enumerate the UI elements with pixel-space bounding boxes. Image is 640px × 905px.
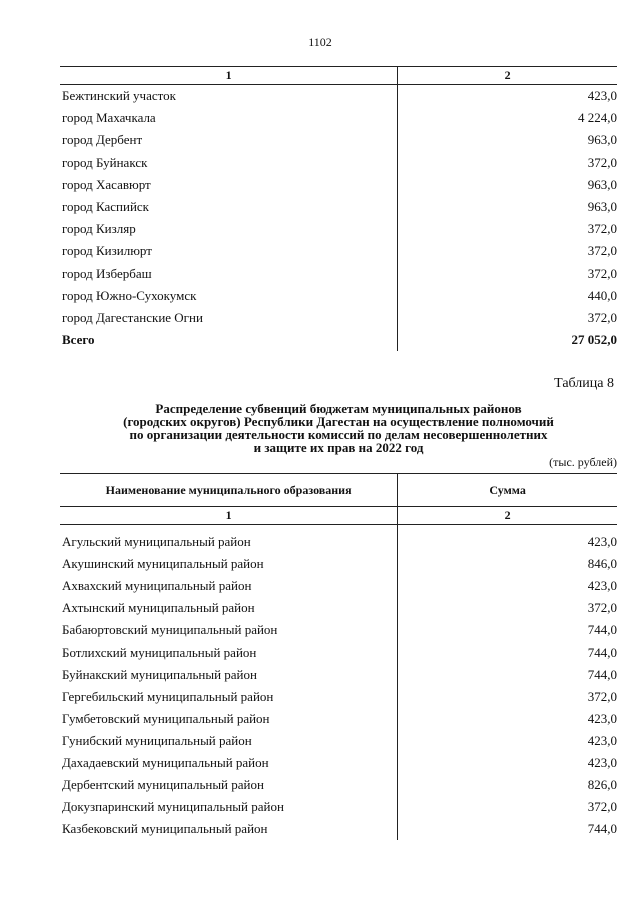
page-number: 1102	[308, 35, 332, 49]
table-number: Таблица 8	[554, 376, 614, 391]
table-row	[60, 686, 617, 708]
row-name: Акушинский муниципальный район	[62, 556, 264, 572]
table-row	[60, 575, 617, 597]
row-value: 372,0	[398, 796, 617, 818]
header-name: Наименование муниципального образования	[60, 474, 398, 507]
row-value: 963,0	[398, 129, 617, 151]
units-label: (тыс. рублей)	[549, 455, 617, 469]
table-row	[60, 730, 617, 752]
row-name: город Каспийск	[62, 199, 149, 215]
row-name: Агульский муниципальный район	[62, 534, 251, 550]
title-line: по организации деятельности комиссий по делам несовершеннолетних	[129, 427, 548, 442]
subvention-table	[60, 473, 617, 840]
column-number-row	[60, 507, 617, 525]
row-name: город Избербаш	[62, 265, 152, 281]
table-row	[60, 774, 617, 796]
column-number-row	[60, 67, 617, 85]
header-row	[60, 474, 617, 507]
row-value: 423,0	[398, 575, 617, 597]
table-row	[60, 818, 617, 840]
total-value: 27 052,0	[398, 329, 617, 351]
row-value: 423,0	[398, 531, 617, 553]
row-value: 4 224,0	[398, 107, 617, 129]
row-name: город Хасавюрт	[62, 176, 151, 192]
table-row	[60, 531, 617, 553]
column-number-2: 2	[398, 67, 617, 85]
table-row	[60, 553, 617, 575]
row-name: Бабаюртовский муниципальный район	[62, 622, 278, 638]
table-row	[60, 307, 617, 329]
row-name: город Кизляр	[62, 221, 136, 237]
table-row	[60, 641, 617, 663]
row-name: Докузпаринский муниципальный район	[62, 799, 284, 815]
row-name: город Буйнакск	[62, 154, 148, 170]
table-row	[60, 85, 617, 108]
row-value: 846,0	[398, 553, 617, 575]
table-row	[60, 174, 617, 196]
row-name: город Кизилюрт	[62, 243, 152, 259]
row-name: Бежтинский участок	[62, 88, 176, 104]
row-name: город Дербент	[62, 132, 143, 148]
table-title	[60, 402, 617, 454]
row-value: 744,0	[398, 664, 617, 686]
row-name: Дахадаевский муниципальный район	[62, 754, 269, 770]
header-sum: Сумма	[398, 474, 617, 507]
row-name: город Южно-Сухокумск	[62, 287, 197, 303]
row-name: Ботлихский муниципальный район	[62, 644, 257, 660]
table-row	[60, 664, 617, 686]
column-number-1: 1	[60, 67, 398, 85]
title-line: Распределение субвенций бюджетам муниципальных районов	[155, 401, 522, 416]
table-row	[60, 708, 617, 730]
table-row	[60, 107, 617, 129]
row-value: 372,0	[398, 307, 617, 329]
column-number-2: 2	[398, 507, 617, 525]
row-value: 372,0	[398, 240, 617, 262]
row-name: Буйнакский муниципальный район	[62, 666, 257, 682]
title-line: и защите их прав на 2022 год	[253, 440, 424, 455]
row-name: Ахтынский муниципальный район	[62, 600, 255, 616]
row-value: 744,0	[398, 641, 617, 663]
row-value: 963,0	[398, 174, 617, 196]
table-row	[60, 619, 617, 641]
table-row	[60, 152, 617, 174]
row-name: Казбековский муниципальный район	[62, 821, 268, 837]
table-row	[60, 597, 617, 619]
row-name: Гумбетовский муниципальный район	[62, 710, 270, 726]
table-row	[60, 752, 617, 774]
row-value: 423,0	[398, 730, 617, 752]
table-row	[60, 196, 617, 218]
row-value: 423,0	[398, 85, 617, 108]
row-value: 963,0	[398, 196, 617, 218]
row-value: 826,0	[398, 774, 617, 796]
row-value: 372,0	[398, 263, 617, 285]
row-name: Гунибский муниципальный район	[62, 732, 252, 748]
table-row	[60, 285, 617, 307]
table-row	[60, 796, 617, 818]
table-row	[60, 129, 617, 151]
table-row	[60, 218, 617, 240]
row-value: 372,0	[398, 597, 617, 619]
row-name: Дербентский муниципальный район	[62, 777, 264, 793]
row-value: 423,0	[398, 708, 617, 730]
row-value: 423,0	[398, 752, 617, 774]
table-row	[60, 240, 617, 262]
row-name: Ахвахский муниципальный район	[62, 578, 252, 594]
table-row	[60, 263, 617, 285]
row-name: Гергебильский муниципальный район	[62, 688, 274, 704]
table-continuation	[60, 66, 617, 351]
row-name: город Дагестанские Огни	[62, 309, 203, 325]
row-value: 372,0	[398, 686, 617, 708]
title-line: (городских округов) Республики Дагестан на осуществление полномочий	[123, 414, 554, 429]
row-name: город Махачкала	[62, 110, 156, 126]
row-value: 744,0	[398, 818, 617, 840]
row-value: 744,0	[398, 619, 617, 641]
row-value: 372,0	[398, 218, 617, 240]
row-value: 372,0	[398, 152, 617, 174]
column-number-1: 1	[60, 507, 398, 525]
total-label: Всего	[62, 332, 95, 348]
total-row	[60, 329, 617, 351]
row-value: 440,0	[398, 285, 617, 307]
